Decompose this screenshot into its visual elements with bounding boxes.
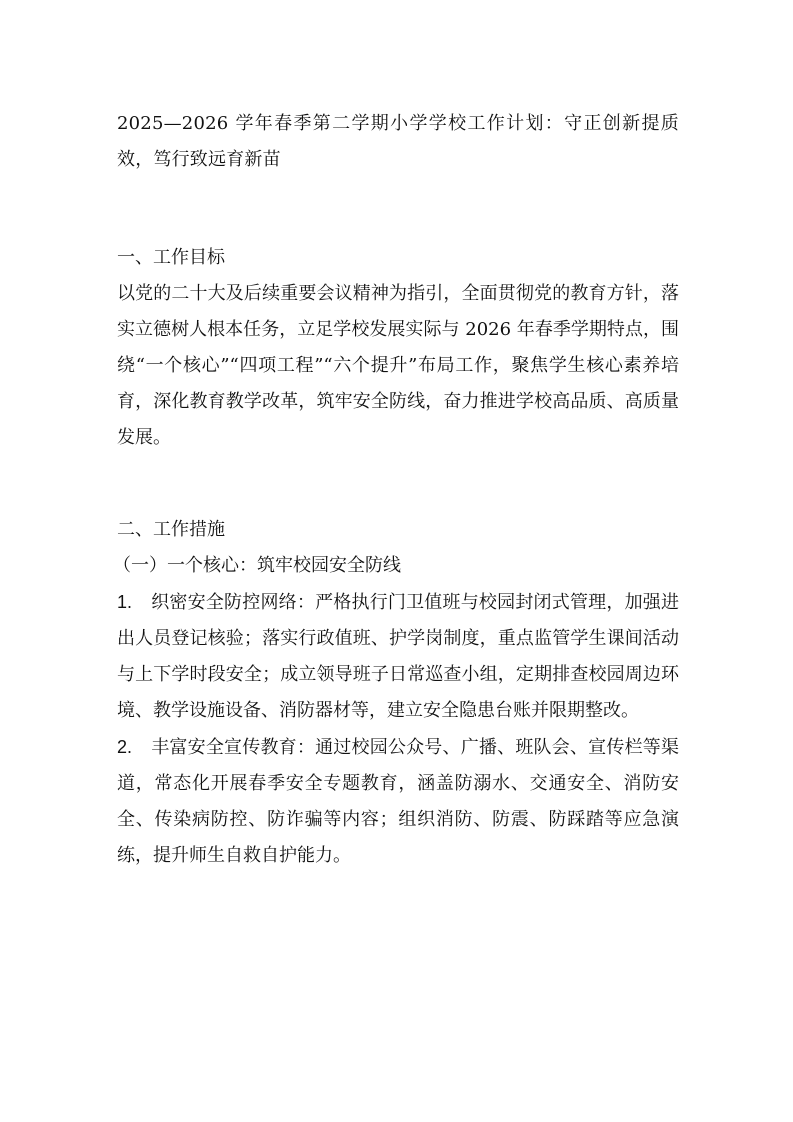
list-item (117, 584, 679, 729)
section-heading-measures: 二、工作措施 (117, 519, 225, 540)
goals-paragraph: 以党的二十大及后续重要会议精神为指引，全面贯彻党的教育方针，落实立德树人根本任务，立足学校发展实际与 2026 年春季学期特点，围绕“一个核心”“四项工程”“六个提升”布局工作，聚焦学生核心素养培育，深化教育教学改革，筑牢安全防线，奋力推进学校高品质、高质量发展。 (117, 283, 679, 448)
list-item-text: 丰富安全宣传教育：通过校园公众号、广播、班队会、宣传栏等渠道，常态化开展春季安全专题教育，涵盖防溺水、交通安全、消防安全、传染病防控、防诈骗等内容；组织消防、防震、防踩踏等应急演练，提升师生自救自护能力。 (117, 737, 679, 866)
list-item (117, 729, 679, 874)
spacer (117, 456, 679, 512)
spacer (117, 178, 679, 240)
list-item-number: 1. (117, 592, 133, 612)
document-page (113, 106, 679, 874)
list-item-number: 2. (117, 737, 133, 757)
section-heading-goals: 一、工作目标 (117, 247, 225, 268)
subsection-heading-safety: （一）一个核心：筑牢校园安全防线 (113, 555, 401, 576)
list-item-text: 织密安全防控网络：严格执行门卫值班与校园封闭式管理，加强进出人员登记核验；落实行政值班、护学岗制度，重点监管学生课间活动与上下学时段安全；成立领导班子日常巡查小组，定期排查校园周边环境、教学设施设备、消防器材等，建立安全隐患台账并限期整改。 (117, 592, 679, 721)
document-title: 2025—2026 学年春季第二学期小学学校工作计划：守正创新提质效，笃行致远育新苗 (117, 113, 679, 170)
